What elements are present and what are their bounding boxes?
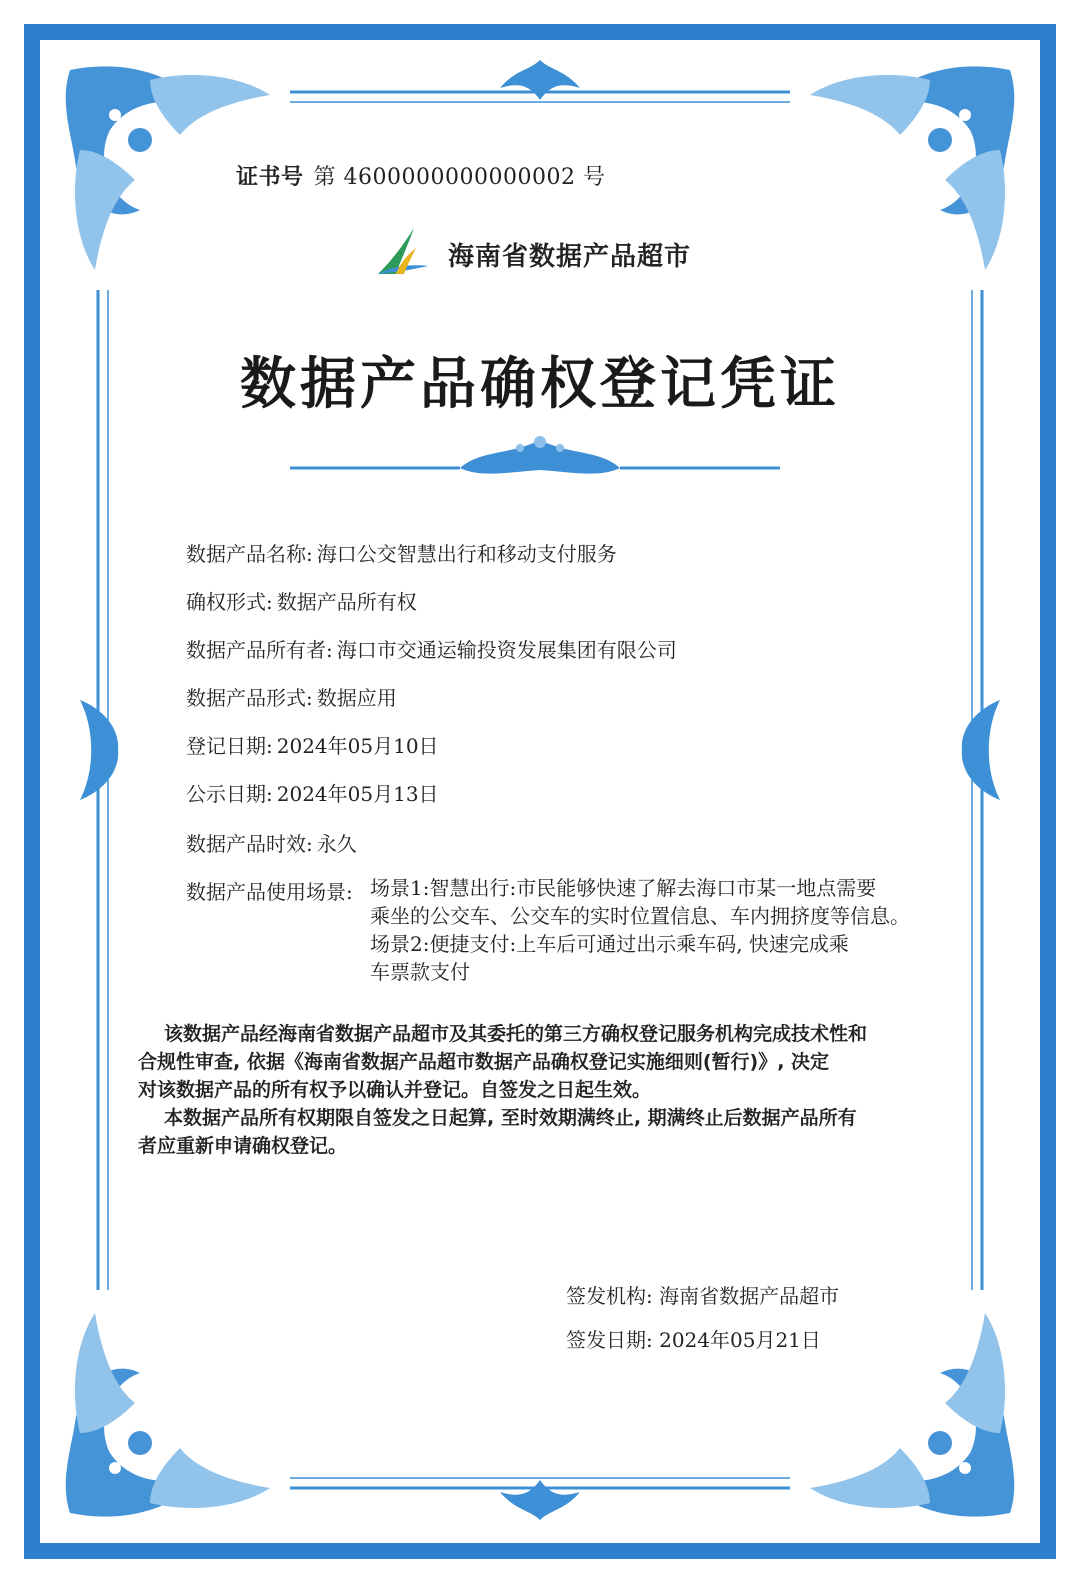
field-value: 海口公交智慧出行和移动支付服务 [316,542,617,566]
field-label: 数据产品所有者: [186,638,333,662]
field-row [186,682,397,711]
certificate-number [236,160,605,191]
field-label: 数据产品形式: [186,686,313,710]
certificate-number-value: 第 4600000000000002 号 [313,165,606,190]
field-label: 确权形式: [186,590,273,614]
field-label: 数据产品时效: [186,832,313,856]
field-label: 登记日期: [186,734,273,758]
field-row [186,828,357,857]
field-value: 海口市交通运输投资发展集团有限公司 [336,638,677,662]
paragraph-line: 对该数据产品的所有权予以确认并登记。自签发之日起生效。 [138,1079,652,1101]
certificate-title: 数据产品确权登记凭证 [240,351,840,417]
field-label: 数据产品名称: [186,542,313,566]
paragraph-line: 该数据产品经海南省数据产品超市及其委托的第三方确权登记服务机构完成技术性和 [164,1023,868,1045]
field-row [186,538,617,567]
field-row [186,778,439,807]
field-value: 2024年05月13日 [276,782,439,806]
paragraph-line: 合规性审查, 依据《海南省数据产品超市数据产品确权登记实施细则(暂行)》, 决定 [138,1051,830,1073]
scenario-line: 乘坐的公交车、公交车的实时位置信息、车内拥挤度等信息。 [370,904,910,928]
issuer-logo-text: 海南省数据产品超市 [448,242,692,272]
field-value: 数据产品所有权 [276,590,417,614]
statement-paragraph-1 [138,1020,938,1104]
field-row [186,586,417,615]
certificate-number-label: 证书号 [236,165,304,190]
scenario-line: 场景2:便捷支付:上车后可通过出示乘车码, 快速完成乘 [370,932,849,956]
paragraph-line: 本数据产品所有权期限自签发之日起算, 至时效期满终止, 期满终止后数据产品所有 [164,1107,857,1129]
statement-paragraph-2 [138,1104,938,1160]
field-row [186,634,677,663]
field-label: 公示日期: [186,782,273,806]
paragraph-line: 者应重新申请确权登记。 [138,1135,348,1157]
scenario-line: 车票款支付 [370,960,470,984]
field-value: 数据应用 [316,686,397,710]
field-row [186,730,439,759]
issuing-authority: 签发机构: 海南省数据产品超市 [566,1284,840,1308]
scenario-line: 场景1:智慧出行:市民能够快速了解去海口市某一地点需要 [370,876,877,900]
scenario-label: 数据产品使用场景: [186,880,353,904]
leaf-logo-icon [370,222,430,280]
field-value: 2024年05月10日 [276,734,439,758]
issue-date: 签发日期: 2024年05月21日 [566,1328,821,1352]
field-value: 永久 [316,832,357,856]
